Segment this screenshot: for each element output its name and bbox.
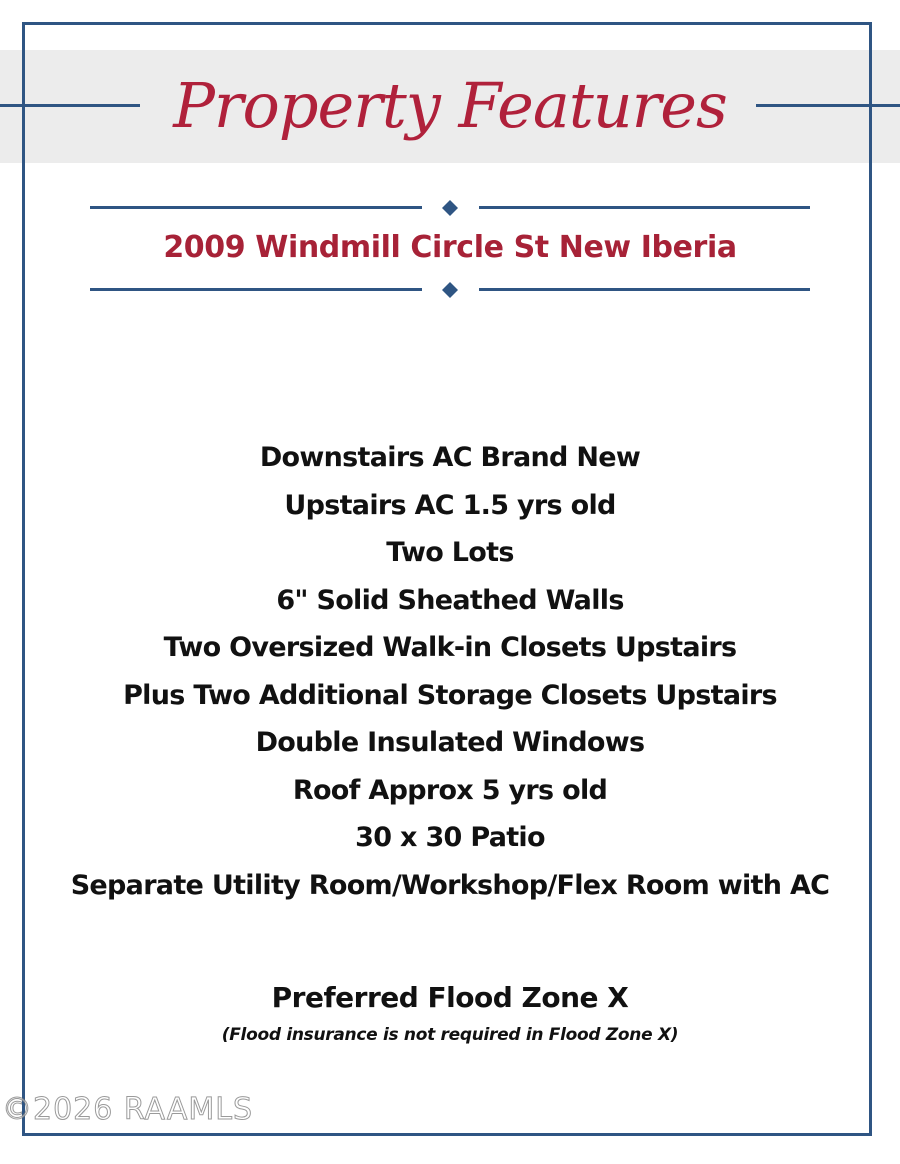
divider-bottom-left-line — [90, 288, 422, 291]
features-list — [30, 434, 870, 909]
feature-item: Double Insulated Windows — [255, 727, 645, 758]
feature-item: Two Lots — [386, 537, 514, 568]
property-address: 2009 Windmill Circle St New Iberia — [163, 230, 737, 265]
page-title: Property Features — [173, 69, 727, 142]
feature-item: Separate Utility Room/Workshop/Flex Room with AC — [70, 869, 830, 901]
diamond-icon — [442, 200, 458, 216]
feature-item: 6" Solid Sheathed Walls — [276, 584, 624, 616]
feature-item: Plus Two Additional Storage Closets Upstairs — [123, 679, 777, 711]
divider-top-right-line — [479, 206, 810, 209]
feature-item: 30 x 30 Patio — [355, 822, 545, 853]
feature-item: Roof Approx 5 yrs old — [292, 774, 608, 806]
feature-item: Upstairs AC 1.5 yrs old — [284, 489, 616, 521]
feature-item: Two Oversized Walk-in Closets Upstairs — [163, 632, 737, 663]
feature-item: Downstairs AC Brand New — [259, 442, 641, 473]
flood-zone-note: (Flood insurance is not required in Flood Zone X) — [221, 1025, 679, 1045]
divider-bottom-right-line — [479, 288, 810, 291]
copyright-watermark: ©2026 RAAMLS — [2, 1092, 254, 1127]
diamond-icon — [442, 282, 458, 298]
divider-top-left-line — [90, 206, 422, 209]
flood-zone-heading: Preferred Flood Zone X — [271, 981, 629, 1014]
